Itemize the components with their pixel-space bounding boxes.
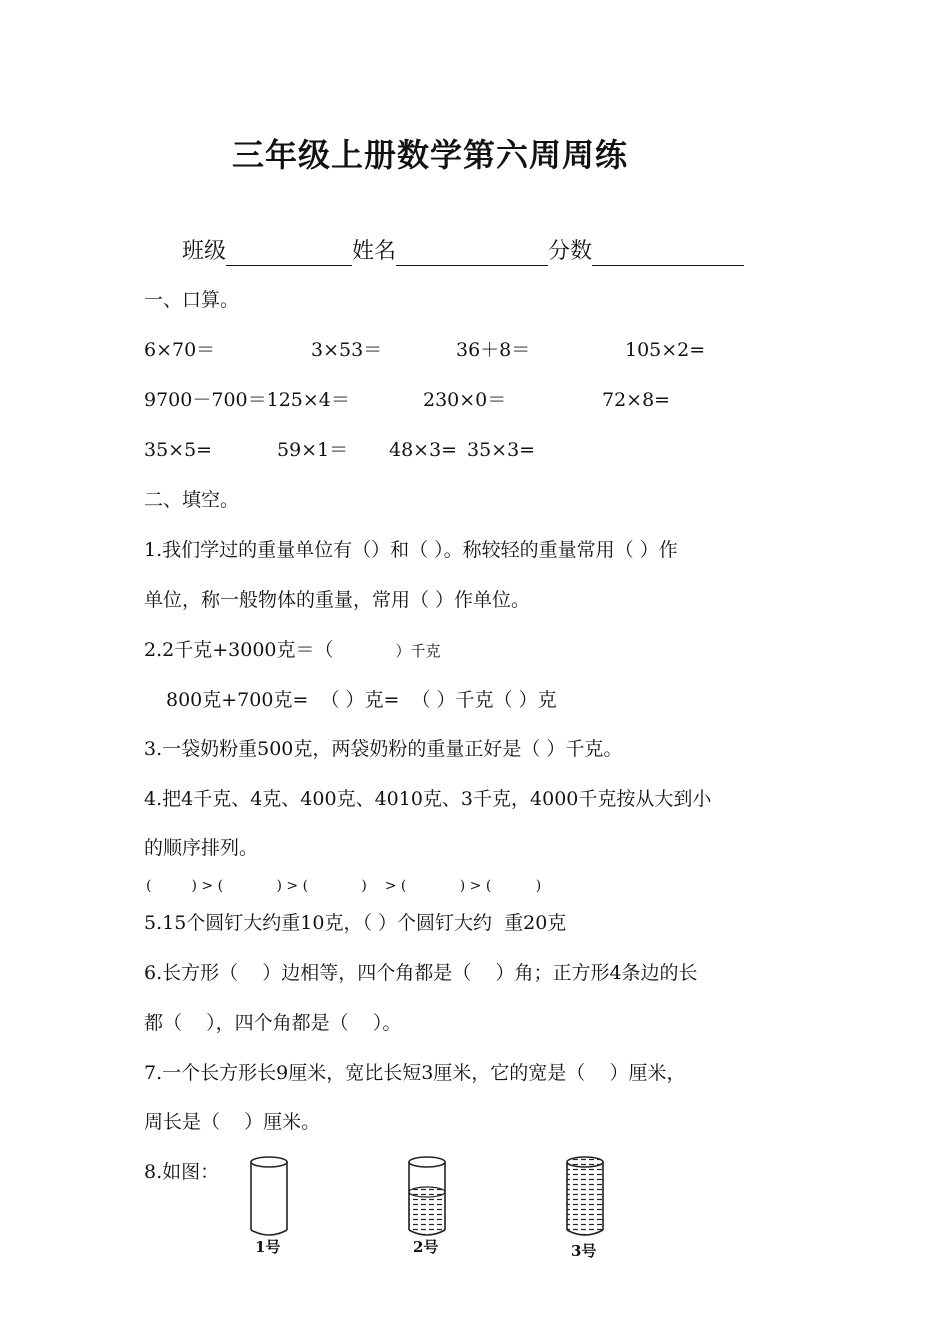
question-4-line-1: 4.把4千克、4克、400克、4010克、3千克，4000千克按从大到小 (144, 788, 712, 810)
name-label: 姓名 (352, 239, 397, 264)
name-blank[interactable] (396, 243, 548, 266)
question-6-line-1: 6.长方形（ ）边相等，四个角都是（ ）角；正方形4条边的长 (144, 962, 698, 984)
score-blank[interactable] (592, 243, 744, 266)
question-7-line-1: 7.一个长方形长9厘米，宽比长短3厘米，它的宽是（ ）厘米， (144, 1062, 686, 1084)
question-5: 5.15个圆钉大约重10克，（ ）个圆钉大约 重20克 (144, 912, 567, 934)
question-8: 8.如图： (144, 1161, 220, 1183)
question-4-blanks: ( ) > ( ) > ( ) > ( ) > ( ) (146, 878, 542, 894)
calc-item: 72×8= (602, 389, 671, 411)
cylinder-3-label: 3号 (571, 1242, 597, 1260)
class-label: 班级 (182, 239, 227, 264)
question-6-line-2: 都（ ），四个角都是（ ）。 (144, 1012, 402, 1034)
student-info-row (182, 238, 744, 266)
cylinder-3 (567, 1157, 603, 1235)
cylinder-2 (409, 1157, 445, 1235)
calc-item: 35×3= (467, 439, 536, 461)
cylinder-2-label: 2号 (413, 1238, 439, 1256)
calc-item: 9700－700＝125×4＝ (144, 389, 350, 411)
page-title: 三年级上册数学第六周周练 (232, 136, 629, 174)
section1-heading: 一、口算。 (144, 289, 240, 311)
calc-item: 59×1＝ (277, 439, 349, 461)
score-label: 分数 (548, 239, 593, 264)
question-1-line-2: 单位，称一般物体的重量，常用（ ）作单位。 (144, 589, 531, 611)
class-blank[interactable] (226, 243, 352, 266)
question-3: 3.一袋奶粉重500克，两袋奶粉的重量正好是（ ）千克。 (144, 738, 623, 760)
calc-item: 36＋8＝ (456, 339, 531, 361)
question-4-line-2: 的顺序排列。 (144, 837, 259, 859)
question-2-line-1 (144, 638, 441, 663)
question-7-line-2: 周长是（ ）厘米。 (144, 1111, 321, 1133)
question-1-line-1: 1.我们学过的重量单位有（）和（ ）。称较轻的重量常用（ ）作 (144, 539, 678, 561)
question-2-main: 2.2千克+3000克＝（ (144, 639, 334, 661)
cylinder-1 (251, 1157, 287, 1235)
cylinder-1-label: 1号 (255, 1238, 281, 1256)
calc-item: 3×53＝ (311, 339, 383, 361)
calc-item: 6×70＝ (144, 339, 216, 361)
cylinders-figure (245, 1152, 610, 1260)
question-2-unit: ）千克 (395, 642, 441, 660)
calc-item: 105×2= (625, 339, 706, 361)
calc-item: 230×0＝ (423, 389, 507, 411)
section2-heading: 二、填空。 (144, 489, 240, 511)
calc-item: 48×3= (389, 439, 458, 461)
calc-item: 35×5= (144, 439, 213, 461)
question-2-line-2: 800克+700克= （ ）克= （ ）千克（ ）克 (166, 689, 557, 711)
